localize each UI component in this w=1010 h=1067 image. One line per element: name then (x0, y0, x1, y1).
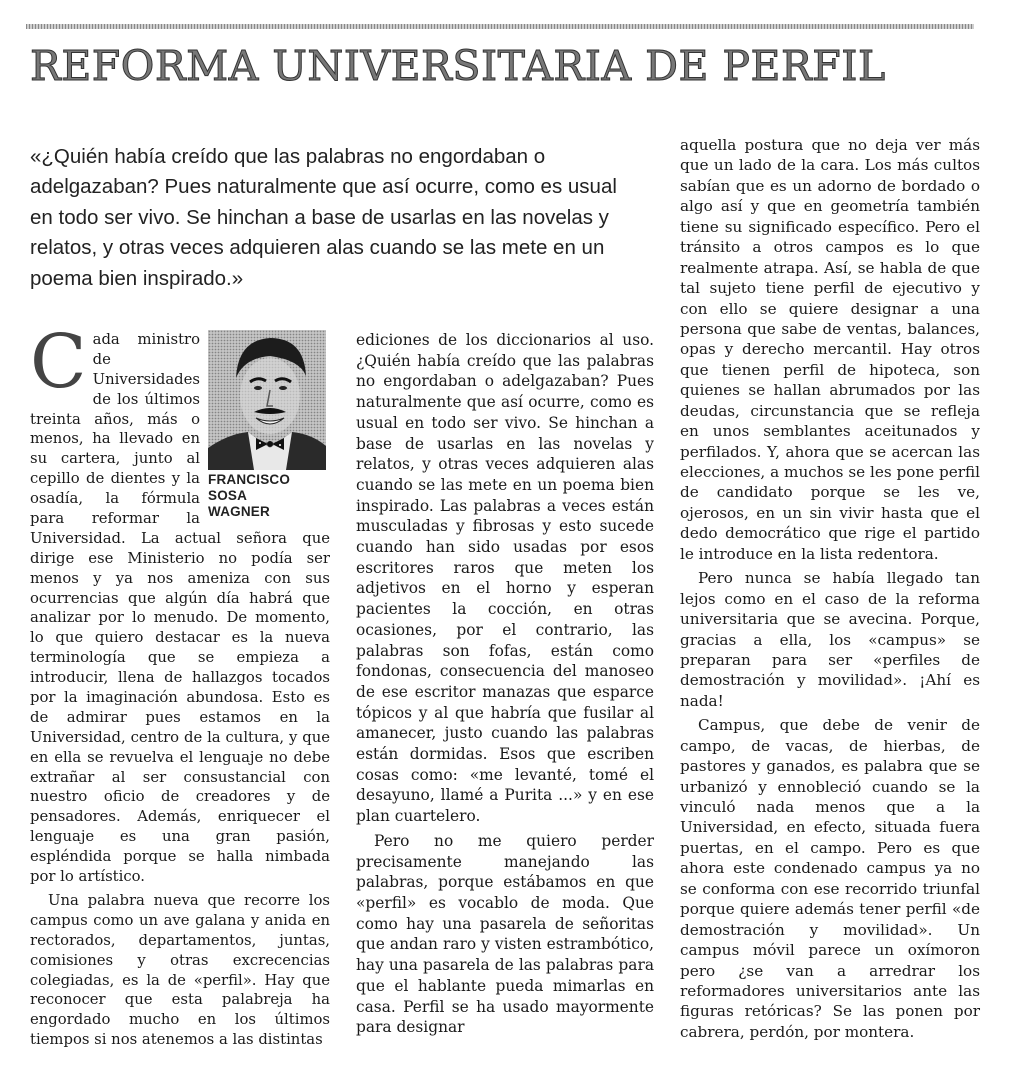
column-2 (356, 330, 654, 1038)
author-photo-block (208, 330, 326, 520)
column-3 (680, 135, 980, 1042)
column-2-paragraph-2: Pero no me quiero perder precisamente manejando las palabras, porque estábamos en que «perfil» es vocablo de moda. Que como hay una pasarela de señoritas que andan raro y visten estrambótico, hay una pasarela de las palabras para que el hablante pueda mimarlas en casa. Perfil se ha usado mayormente para designar (356, 831, 654, 1037)
author-byline (208, 472, 326, 520)
author-name-line-1: FRANCISCO (208, 472, 291, 487)
column-2-paragraph-1: ediciones de los diccionarios al uso. ¿Quién había creído que las palabras no engordaban o adelgazaban? Pues naturalmente que así ocurre, como es usual en todo ser vivo. Se hinchan a base de usarlas en las novelas y relatos, y otras veces adquieren alas cuando se las mete en un poema bien inspirado. Las palabras a veces están musculadas y fibrosas y esto sucede cuando han sido usadas por esos escritores raros que meten los adjetivos en el horno y esperan pacientes la cocción, en otras ocasiones, por el contrario, las palabras son fofas, están como fondonas, consecuencia del manoseo de ese escritor manazas que esparce tópicos y al que habría que fusilar al amanecer, justo cuando las palabras están dormidas. Esos que escriben cosas como: «me levanté, tomé el desayuno, llamé a Purita ...» y en ese plan cuartelero. (356, 331, 654, 826)
top-rule (26, 24, 974, 29)
author-name-line-2: SOSA (208, 488, 248, 503)
author-name-line-3: WAGNER (208, 504, 270, 519)
column-1-paragraph-2: Una palabra nueva que recorre los campus como un ave galana y anida en rectorados, departamentos, juntas, comisiones y otras excrecencias colegiadas, es la de «perfil». Hay que reconocer que esta palabreja ha engordado mucho en los últimos tiempos si nos atenemos a las distintas (30, 891, 330, 1049)
column-1 (30, 319, 330, 1050)
drop-cap: C (30, 319, 87, 405)
column-3-paragraph-1: aquella postura que no deja ver más que un lado de la cara. Los más cultos sabían que es un adorno de bordado o algo así y que en geometría también tiene su significado específico. Pero el tránsito a otros campos es lo que realmente atrapa. Así, se habla de que tal sujeto tiene perfil de ejecutivo y con ello se quiere designar a una persona que sabe de ventas, balances, opas y derecho mercantil. Hay otros que tienen perfil de hipoteca, son quienes se hallan abrumados por las deudas, circunstancia que se refleja en unos semblantes aceitunados y perfilados. Y, ahora que se acercan las elecciones, a muchos se les pone perfil de candidato porque se les ve, ojerosos, en un sin vivir hasta que el dedo democrático que rige el partido le introduce en la lista redentora. (680, 136, 980, 563)
column-1-paragraph-1-text: ada ministro de Universidades de los últimos treinta años, más o menos, ha llevado en su cartera, junto al cepillo de dientes y la osadía, la fórmula para reformar la Universidad. La actual señora que dirige ese Ministerio no podía ser menos y ya nos ameniza con sus ocurrencias que algún día habrá que analizar por lo menudo. De momento, lo que quiero destacar es la nueva terminología que se empieza a introducir, llena de hallazgos tocados por la imaginación abundosa. Esto es de admirar pues estamos en la Universidad, centro de la cultura, y que en ella se revuelva el lenguaje no debe extrañar al ser consustancial con nuestro oficio de creadores y de pensadores. Además, enriquecer el lenguaje es una gran pasión, espléndida porque se halla nimbada por lo artístico. (30, 331, 330, 886)
author-portrait-image (208, 330, 326, 470)
column-3-paragraph-3: Campus, que debe de venir de campo, de vacas, de hierbas, de pastores y ganados, es palabra que se urbanizó y ennobleció cuando se la vinculó nada menos que a la Universidad, en efecto, situada fuera puertas, en el campo. Pero es que ahora este condenado campus ya no se conforma con ese recorrido triunfal porque quiere además tener perfil «de demostración y movilidad». Un campus móvil parece un oxímoron pero ¿se van a arredrar los reformadores universitarios ante las figuras retóricas? Se las ponen por cabrera, perdón, por montera. (680, 716, 980, 1041)
headline: REFORMA UNIVERSITARIA DE PERFIL (30, 42, 886, 90)
lead-quote: «¿Quién había creído que las palabras no engordaban o adelgazaban? Pues naturalmente que así ocurre, como es usual en todo ser vivo. Se hinchan a base de usarlas en las novelas y relatos, y otras veces adquieren alas cuando se las mete en un poema bien inspirado.» (30, 145, 617, 290)
column-3-paragraph-2: Pero nunca se había llegado tan lejos como en el caso de la reforma universitaria que se avecina. Porque, gracias a ella, los «campus» se preparan para ser «perfiles de demostración y movilidad». ¡Ahí es nada! (680, 569, 980, 710)
